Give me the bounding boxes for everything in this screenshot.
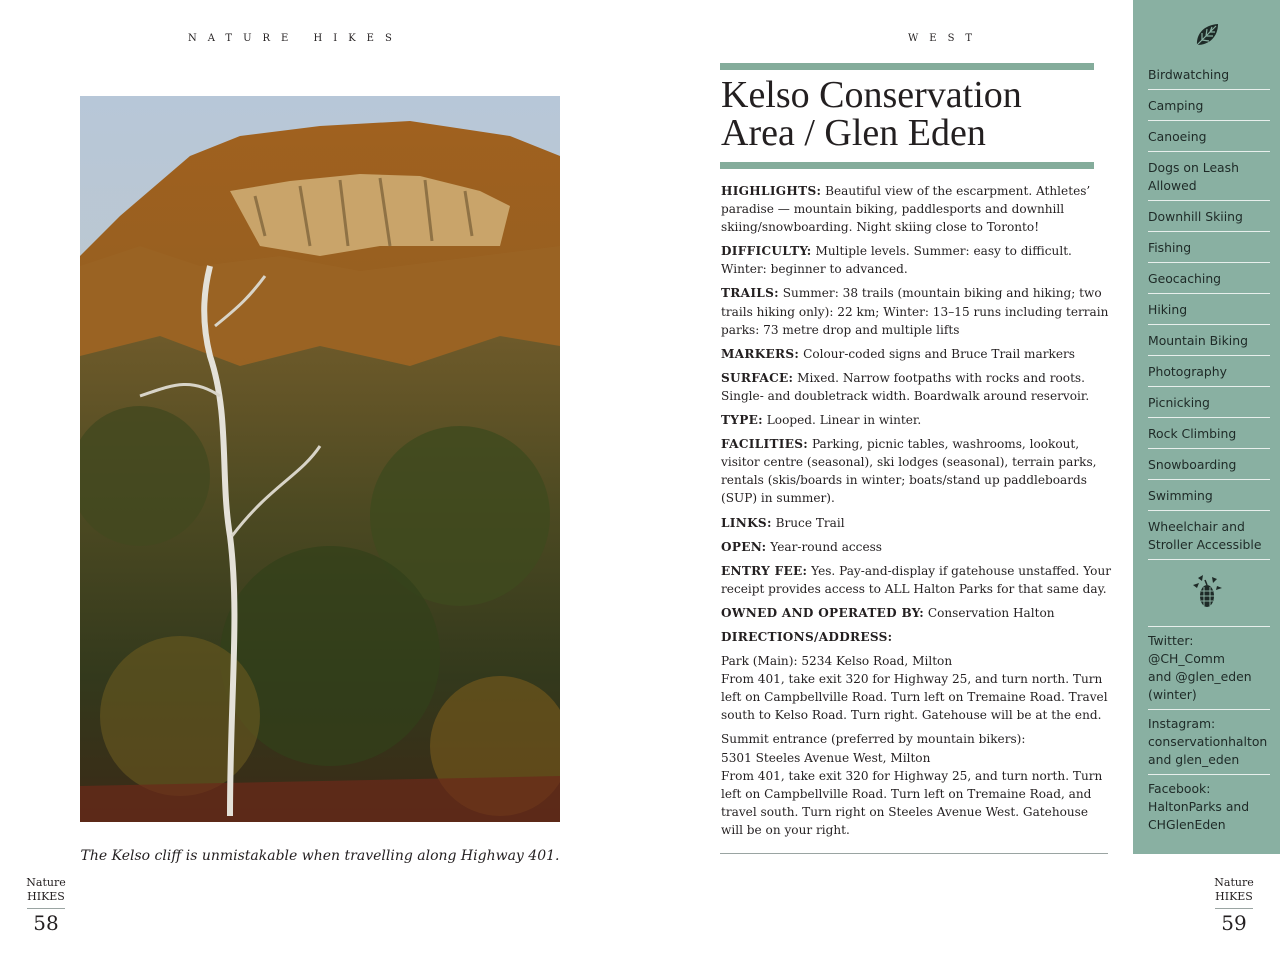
leaf-icon [1133,20,1280,54]
activity-camping: Camping [1148,90,1270,121]
links-label: LINKS: [721,515,772,530]
folio-right-line1: Nature [1214,876,1254,889]
facilities-label: FACILITIES: [721,437,809,452]
twitter-contact [1148,627,1270,710]
twitter-line2: and @glen_eden [1148,669,1252,684]
links-paragraph [721,514,1113,532]
activity-mountain-biking: Mountain Biking [1148,325,1270,356]
instagram-line1: conservationhalton [1148,734,1268,749]
activity-rock-climbing: Rock Climbing [1148,418,1270,449]
markers-text: Colour-coded signs and Bruce Trail markers [803,346,1075,361]
type-text: Looped. Linear in winter. [766,413,922,428]
activity-wheelchair-accessible: Wheelchair and Stroller Accessible [1148,511,1270,560]
highlights-paragraph [721,182,1113,236]
activities-sidebar [1133,0,1280,854]
open-label: OPEN: [721,539,767,554]
activity-downhill-skiing: Downhill Skiing [1148,201,1270,232]
highlights-text: Beautiful view of the escarpment. Athletes’ paradise — mountain biking, paddlesports and downhill skiing/snowboarding. Night skiing close to Toronto! [721,184,1091,235]
title-line-1: Kelso Conservation [721,74,1022,116]
title-line-2: Area / Glen Eden [721,112,986,154]
activity-canoeing: Canoeing [1148,121,1270,152]
social-contacts [1148,626,1270,839]
park-main-directions: From 401, take exit 320 for Highway 25, and turn north. Turn left on Campbellville Road. Turn left on Tremaine Road. Travel south to Kelso Road. Turn right. Gatehouse will be at the end. [721,672,1108,723]
facebook-contact [1148,775,1270,839]
running-head-right: WEST [908,33,984,44]
activity-photography: Photography [1148,356,1270,387]
title-bar-top [720,63,1094,70]
owned-paragraph [721,604,1113,622]
type-label: TYPE: [721,413,763,428]
markers-paragraph [721,345,1113,363]
kelso-cliff-photo [80,96,560,822]
folio-left-line2: HIKES [27,890,65,903]
summit-title: Summit entrance (preferred by mountain bikers): [721,732,1026,747]
trails-label: TRAILS: [721,286,779,301]
twitter-line1: @CH_Comm [1148,651,1225,666]
entry-fee-label: ENTRY FEE: [721,563,808,578]
page-number-right: 59 [1221,911,1247,935]
pinecone-icon [1133,574,1280,614]
page-number-left: 58 [33,911,59,935]
activities-list [1148,59,1270,560]
page-title [721,76,1101,152]
folio-left-rule [27,908,65,909]
activity-dogs-on-leash: Dogs on Leash Allowed [1148,152,1270,201]
activity-hiking: Hiking [1148,294,1270,325]
summit-directions: From 401, take exit 320 for Highway 25, and turn north. Turn left on Campbellville Road. Turn left on Tremaine Road, and travel south. Turn right on Steeles Avenue West. Gatehouse will be on your right. [721,768,1103,837]
owned-text: Conservation Halton [927,605,1055,620]
open-paragraph [721,538,1113,556]
instagram-label: Instagram: [1148,716,1216,731]
facilities-text: Parking, picnic tables, washrooms, lookout, visitor centre (seasonal), ski lodges (seasonal), terrain parks, rentals (skis/boards in winter; boats/stand up paddleboards (SUP) in summer). [721,437,1097,506]
type-paragraph [721,411,1113,429]
summit-address: 5301 Steeles Avenue West, Milton [721,750,931,765]
activity-snowboarding: Snowboarding [1148,449,1270,480]
activity-fishing: Fishing [1148,232,1270,263]
directions-paragraph [721,628,1113,646]
directions-label: DIRECTIONS/ADDRESS: [721,629,893,644]
activity-picnicking: Picnicking [1148,387,1270,418]
running-head-left: NATURE HIKES [188,33,403,44]
activity-swimming: Swimming [1148,480,1270,511]
links-text: Bruce Trail [775,515,845,530]
park-details [721,182,1113,845]
facebook-line1: HaltonParks and [1148,799,1250,814]
facebook-label: Facebook: [1148,781,1211,796]
title-bar-bottom [720,162,1094,169]
facilities-paragraph [721,435,1113,507]
folio-right-line2: HIKES [1215,890,1253,903]
difficulty-label: DIFFICULTY: [721,244,812,259]
entry-fee-paragraph [721,562,1113,598]
highlights-label: HIGHLIGHTS: [721,184,822,198]
difficulty-text: Multiple levels. Summer: easy to difficult. Winter: beginner to advanced. [721,244,1072,277]
park-main-address [721,652,1113,724]
surface-paragraph [721,369,1113,405]
surface-text: Mixed. Narrow footpaths with rocks and roots. Single- and doubletrack width. Boardwalk around reservoir. [721,370,1090,403]
folio-right [1211,876,1257,934]
owned-label: OWNED AND OPERATED BY: [721,605,924,620]
open-text: Year-round access [770,539,883,554]
markers-label: MARKERS: [721,346,800,361]
activity-birdwatching: Birdwatching [1148,59,1270,90]
surface-label: SURFACE: [721,370,794,385]
entry-fee-text: Yes. Pay-and-display if gatehouse unstaffed. Your receipt provides access to ALL Halton Parks for that same day. [721,563,1112,596]
folio-right-rule [1215,908,1253,909]
trails-text: Summer: 38 trails (mountain biking and hiking; two trails hiking only): 22 km; Winter: 13–15 runs including terrain parks: 73 metre drop and multiple lifts [721,286,1109,337]
folio-left [23,876,69,934]
photo-caption: The Kelso cliff is unmistakable when travelling along Highway 401. [80,848,560,864]
trails-paragraph [721,284,1113,338]
activity-geocaching: Geocaching [1148,263,1270,294]
folio-left-line1: Nature [26,876,66,889]
body-bottom-rule [720,853,1108,854]
facebook-line2: CHGlenEden [1148,817,1226,832]
park-main-line: Park (Main): 5234 Kelso Road, Milton [721,654,953,669]
summit-entrance-address [721,730,1113,839]
instagram-line2: and glen_eden [1148,752,1240,767]
instagram-contact [1148,710,1270,775]
twitter-line3: (winter) [1148,687,1197,702]
twitter-label: Twitter: [1148,633,1194,648]
difficulty-paragraph [721,242,1113,278]
